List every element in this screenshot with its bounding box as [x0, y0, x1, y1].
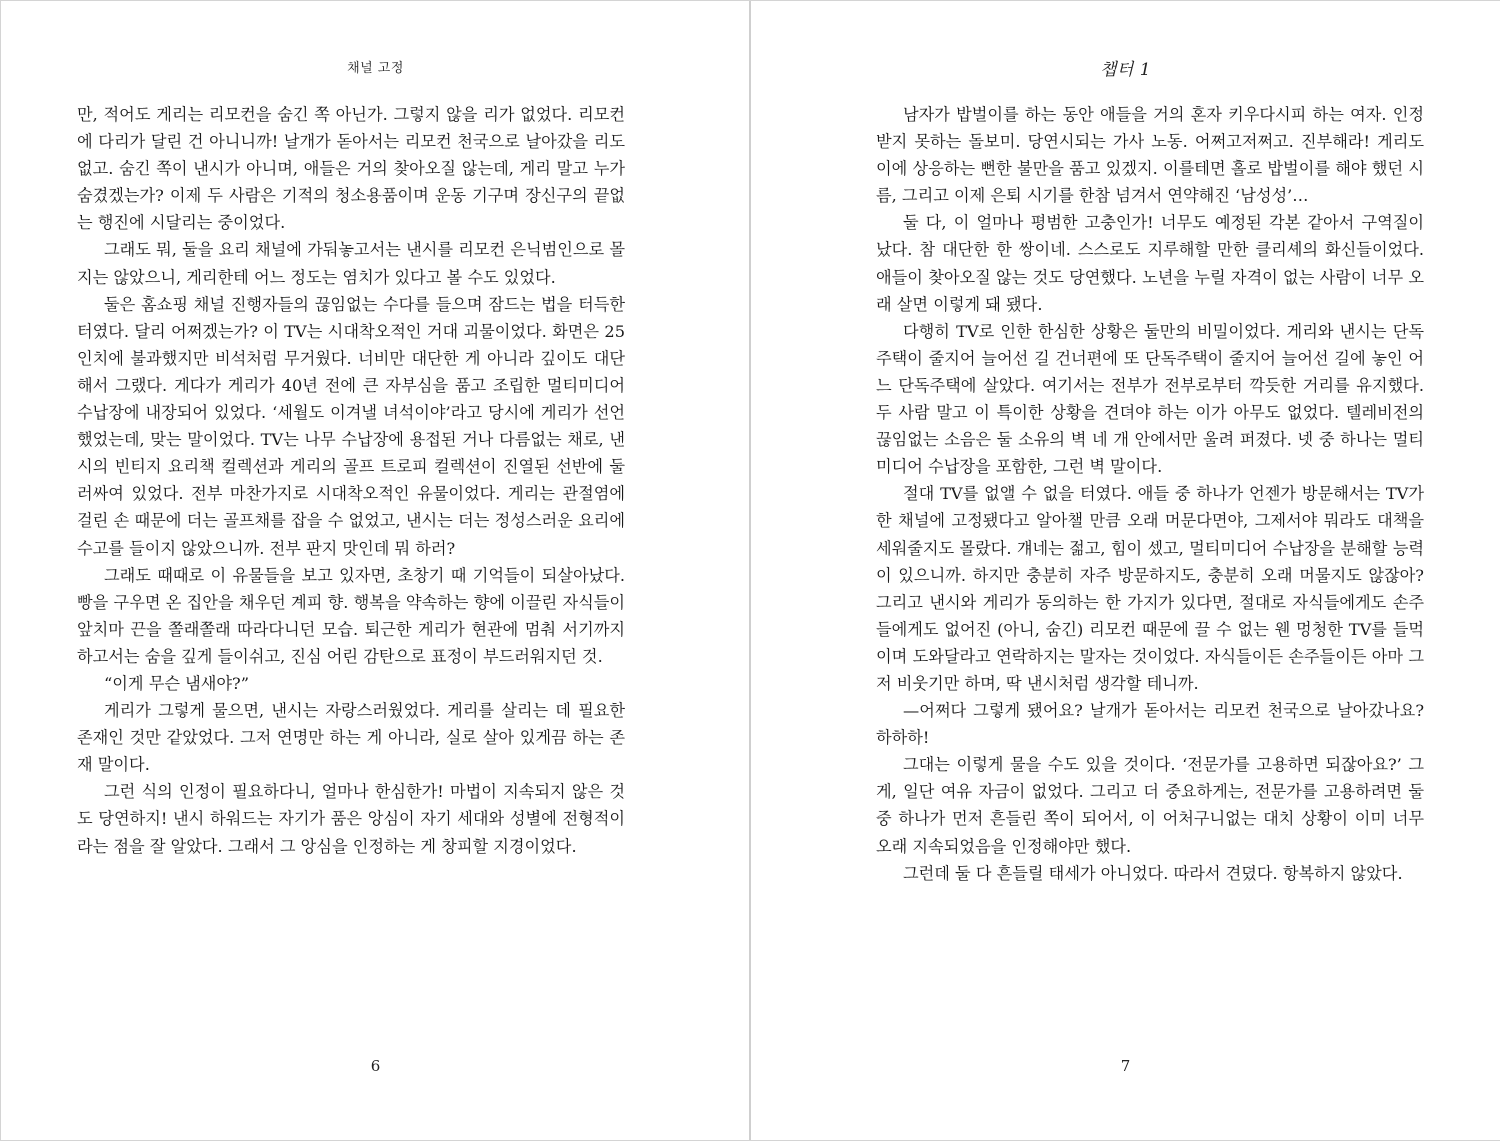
- paragraph: 그런 식의 인정이 필요하다니, 얼마나 한심한가! 마법이 지속되지 않은 것도 당연하지! 낸시 하워드는 자기가 품은 앙심이 자기 세대와 성별에 전형적이라는 점을 잘 알았다. 그래서 그 앙심을 인정하는 게 창피할 지경이었다.: [77, 782, 625, 856]
- right-page-text: [876, 101, 1424, 887]
- paragraph: 그대는 이렇게 물을 수도 있을 것이다. ‘전문가를 고용하면 되잖아요?’ 그게, 일단 여유 자금이 없었다. 그리고 더 중요하게는, 전문가를 고용하려면 둘 중 하나가 먼저 흔들린 쪽이 되어서, 이 어처구니없는 대치 상황이 이미 너무 오래 지속되었음을 인정해야만 했다.: [876, 755, 1424, 856]
- paragraph: 만, 적어도 게리는 리모컨을 숨긴 쪽 아닌가. 그렇지 않을 리가 없었다. 리모컨에 다리가 달린 건 아니니까! 날개가 돋아서는 리모컨 천국으로 날아갔을 리도 없고. 숨긴 쪽이 낸시가 아니며, 애들은 거의 찾아오질 않는데, 게리 말고 누가 숨겼겠는가? 이제 두 사람은 기적의 청소용품이며 운동 기구며 장신구의 끝없는 행진에 시달리는 중이었다.: [77, 105, 625, 233]
- running-head-right: 챕터 1: [1099, 60, 1152, 80]
- paragraph: 둘은 홈쇼핑 채널 진행자들의 끊임없는 수다를 들으며 잠드는 법을 터득한 터였다. 달리 어쩌겠는가? 이 TV는 시대착오적인 거대 괴물이었다. 화면은 25인치에 불과했지만 비석처럼 무거웠다. 너비만 대단한 게 아니라 깊이도 대단해서 그랬다. 게다가 게리가 40년 전에 큰 자부심을 품고 조립한 멀티미디어 수납장에 내장되어 있었다. ‘세월도 이겨낼 녀석이야’라고 당시에 게리가 선언했었는데, 맞는 말이었다. TV는 나무 수납장에 용접된 거나 다름없는 채로, 낸시의 빈티지 요리책 컬렉션과 게리의 골프 트로피 컬렉션이 진열된 선반에 둘러싸여 있었다. 전부 마찬가지로 시대착오적인 유물이었다. 게리는 관절염에 걸린 손 때문에 더는 골프채를 잡을 수 없었고, 낸시는 더는 정성스러운 요리에 수고를 들이지 않았으니까. 전부 판지 맛인데 뭐 하러?: [77, 294, 625, 558]
- left-page: [1, 1, 750, 1140]
- page-number-right: 7: [1120, 1057, 1131, 1075]
- paragraph: “이게 무슨 냄새야?”: [104, 673, 249, 693]
- paragraph: 게리가 그렇게 물으면, 낸시는 자랑스러웠었다. 게리를 살리는 데 필요한 존재인 것만 같았었다. 그저 연명만 하는 게 아니라, 실로 살아 있게끔 하는 존재 말이다.: [77, 701, 625, 775]
- paragraph: 그래도 때때로 이 유물들을 보고 있자면, 초창기 때 기억들이 되살아났다. 빵을 구우면 온 집안을 채우던 계피 향. 행복을 약속하는 향에 이끌린 자식들이 앞치마 끈을 쫄래쫄래 따라다니던 모습. 퇴근한 게리가 현관에 멈춰 서기까지 하고서는 숨을 깊게 들이쉬고, 진심 어린 감탄으로 표정이 부드러워지던 것.: [77, 565, 625, 666]
- page-number-left: 6: [370, 1057, 381, 1075]
- paragraph: 절대 TV를 없앨 수 없을 터였다. 애들 중 하나가 언젠가 방문해서는 TV가 한 채널에 고정됐다고 알아챌 만큼 오래 머문다면야, 그제서야 뭐라도 대책을 세워줄지도 몰랐다. 걔네는 젊고, 힘이 셌고, 멀티미디어 수납장을 분해할 능력이 있으니까. 하지만 충분히 자주 방문하지도, 충분히 오래 머물지도 않잖아? 그리고 낸시와 게리가 동의하는 한 가지가 있다면, 절대로 자식들에게도 손주들에게도 없어진 (아니, 숨긴) 리모컨 때문에 끌 수 없는 웬 멍청한 TV를 들먹이며 도와달라고 연락하지는 말자는 것이었다. 자식들이든 손주들이든 아마 그저 비웃기만 하며, 딱 낸시처럼 생각할 테니까.: [876, 484, 1424, 693]
- paragraph: 그래도 뭐, 둘을 요리 채널에 가둬놓고서는 낸시를 리모컨 은닉범인으로 몰지는 않았으니, 게리한테 어느 정도는 염치가 있다고 볼 수도 있었다.: [77, 240, 625, 287]
- paragraph: 그런데 둘 다 흔들릴 태세가 아니었다. 따라서 견뎠다. 항복하지 않았다.: [903, 863, 1403, 883]
- paragraph: 남자가 밥벌이를 하는 동안 애들을 거의 혼자 키우다시피 하는 여자. 인정받지 못하는 돌보미. 당연시되는 가사 노동. 어쩌고저쩌고. 진부해라! 게리도 이에 상응하는 뻔한 불만을 품고 있겠지. 이를테면 홀로 밥벌이를 해야 했던 시름, 그리고 이제 은퇴 시기를 한참 넘겨서 연약해진 ‘남성성’…: [876, 105, 1424, 206]
- running-head-left: 채널 고정: [347, 61, 404, 76]
- paragraph: 둘 다, 이 얼마나 평범한 고충인가! 너무도 예정된 각본 같아서 구역질이 났다. 참 대단한 한 쌍이네. 스스로도 지루해할 만한 클리셰의 화신들이었다. 애들이 찾아오질 않는 것도 당연했다. 노년을 누릴 자격이 없는 사람이 너무 오래 살면 이렇게 돼 됐다.: [876, 213, 1424, 314]
- paragraph: 다행히 TV로 인한 한심한 상황은 둘만의 비밀이었다. 게리와 낸시는 단독주택이 줄지어 늘어선 길 건너편에 또 단독주택이 줄지어 늘어선 길에 놓인 어느 단독주택에 살았다. 여기서는 전부가 전부로부터 깍듯한 거리를 유지했다. 두 사람 말고 이 특이한 상황을 견뎌야 하는 이가 아무도 없었다. 텔레비전의 끊임없는 소음은 둘 소유의 벽 네 개 안에서만 울려 퍼졌다. 넷 중 하나는 멀티미디어 수납장을 포함한, 그런 벽 말이다.: [876, 321, 1424, 477]
- paragraph: —어쩌다 그렇게 됐어요? 날개가 돋아서는 리모컨 천국으로 날아갔나요? 하하하!: [876, 701, 1424, 748]
- right-page: [751, 1, 1500, 1140]
- left-page-text: [77, 101, 625, 860]
